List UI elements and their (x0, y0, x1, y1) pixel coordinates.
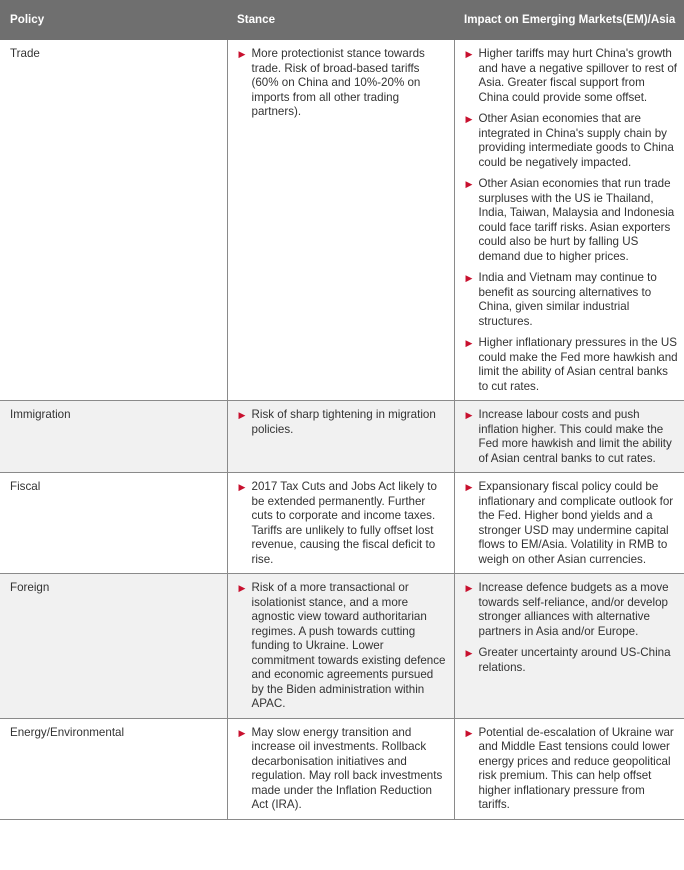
bullet-text: Higher inflationary pressures in the US could make the Fed more hawkish and limit the ability of Asian central banks to cut rates. (478, 336, 678, 393)
triangle-right-icon: ▶ (238, 482, 246, 492)
table-header (0, 0, 684, 40)
table-row (0, 718, 684, 819)
header-policy: Policy (0, 0, 227, 40)
triangle-right-icon: ▶ (465, 583, 473, 593)
impact-cell (454, 574, 684, 719)
bullet-text: Other Asian economies that are integrated in China's supply chain by providing intermediate goods to China could be negatively impacted. (478, 112, 674, 169)
table-row (0, 574, 684, 719)
impact-cell (454, 401, 684, 473)
bullet-text: May slow energy transition and increase oil investments. Rollback decarbonisation initiatives and regulation. May roll back investments made under the Inflation Reduction Act (IRA). (251, 725, 443, 811)
stance-bullet-list (238, 480, 448, 567)
bullet-text: Increase labour costs and push inflation higher. This could make the Fed more hawkish and limit the ability of Asian central banks to cut rates. (478, 408, 672, 465)
bullet-item (465, 726, 679, 813)
impact-cell (454, 473, 684, 574)
bullet-text: Expansionary fiscal policy could be inflationary and complicate outlook for the Fed. Higher bond yields and a stronger USD may undermine capital flows to EM/Asia. Volatility in RMB to weigh on other Asian currencies. (478, 480, 674, 566)
triangle-right-icon: ▶ (465, 273, 473, 283)
bullet-text: Other Asian economies that run trade surpluses with the US ie Thailand, India, Taiwan, Malaysia and Indonesia could face tariff risks. Asian exporters could also be hurt by falling US demand due to higher prices. (478, 177, 675, 263)
stance-bullet-list (238, 581, 448, 712)
bullet-text: Higher tariffs may hurt China's growth and have a negative spillover to rest of Asia. Greater fiscal support from China could provide some offset. (478, 47, 678, 104)
stance-cell (227, 718, 454, 819)
stance-cell (227, 473, 454, 574)
bullet-item (238, 47, 448, 120)
bullet-item (465, 408, 679, 466)
stance-bullet-list (238, 408, 448, 437)
bullet-text: Risk of a more transactional or isolationist stance, and a more agnostic view toward authoritarian regimes. A push towards cutting funding to Ukraine. Lower commitment towards existing defence and economic agreements pursued by the Biden administration within APAC. (251, 581, 446, 710)
bullet-item (465, 646, 679, 675)
triangle-right-icon: ▶ (238, 583, 246, 593)
policy-cell: Immigration (0, 401, 227, 473)
bullet-text: Risk of sharp tightening in migration policies. (251, 408, 436, 436)
bullet-text: 2017 Tax Cuts and Jobs Act likely to be extended permanently. Further cuts to corporate and income taxes. Tariffs are unlikely to fully offset lost revenue, causing the fiscal deficit to rise. (251, 480, 437, 566)
stance-cell (227, 40, 454, 401)
bullet-item (238, 480, 448, 567)
triangle-right-icon: ▶ (465, 114, 473, 124)
stance-bullet-list (238, 47, 448, 120)
stance-bullet-list (238, 726, 448, 813)
bullet-item (465, 177, 679, 264)
triangle-right-icon: ▶ (465, 482, 473, 492)
impact-cell (454, 718, 684, 819)
triangle-right-icon: ▶ (465, 648, 473, 658)
impact-bullet-list (465, 581, 679, 675)
bullet-item (465, 47, 679, 105)
bullet-text: Potential de-escalation of Ukraine war and Middle East tensions could lower energy prices and reduce geopolitical risk premium. This can help offset higher inflationary pressure from tariffs. (478, 725, 674, 811)
table-body (0, 40, 684, 819)
impact-bullet-list (465, 47, 679, 394)
bullet-item (465, 480, 679, 567)
triangle-right-icon: ▶ (238, 727, 246, 738)
impact-bullet-list (465, 408, 679, 466)
bullet-text: India and Vietnam may continue to benefit as sourcing alternatives to China, given similar industrial structures. (478, 271, 657, 328)
table-row (0, 401, 684, 473)
triangle-right-icon: ▶ (465, 179, 473, 189)
bullet-item (465, 581, 679, 639)
bullet-text: More protectionist stance towards trade. Risk of broad-based tariffs (60% on China and 10%-20% on imports from all other trading partners). (251, 47, 425, 118)
policy-cell: Trade (0, 40, 227, 401)
header-impact: Impact on Emerging Markets(EM)/Asia (454, 0, 684, 40)
bullet-item (465, 271, 679, 329)
bullet-item (238, 408, 448, 437)
impact-bullet-list (465, 726, 679, 813)
bullet-text: Greater uncertainty around US-China relations. (478, 646, 671, 674)
triangle-right-icon: ▶ (465, 338, 473, 348)
bullet-text: Increase defence budgets as a move towards self-reliance, and/or develop stronger alliances with alternative partners in Asia and/or Europe. (478, 581, 669, 638)
table-row (0, 40, 684, 401)
bullet-item (238, 581, 448, 712)
stance-cell (227, 574, 454, 719)
header-stance: Stance (227, 0, 454, 40)
policy-cell: Fiscal (0, 473, 227, 574)
stance-cell (227, 401, 454, 473)
policy-cell: Energy/Environmental (0, 718, 227, 819)
bullet-item (465, 336, 679, 394)
impact-bullet-list (465, 480, 679, 567)
triangle-right-icon: ▶ (465, 727, 473, 738)
triangle-right-icon: ▶ (465, 410, 473, 420)
bullet-item (238, 726, 448, 813)
policy-cell: Foreign (0, 574, 227, 719)
table-row (0, 473, 684, 574)
bullet-item (465, 112, 679, 170)
impact-cell (454, 40, 684, 401)
triangle-right-icon: ▶ (465, 49, 473, 59)
triangle-right-icon: ▶ (238, 410, 246, 420)
triangle-right-icon: ▶ (238, 49, 246, 59)
